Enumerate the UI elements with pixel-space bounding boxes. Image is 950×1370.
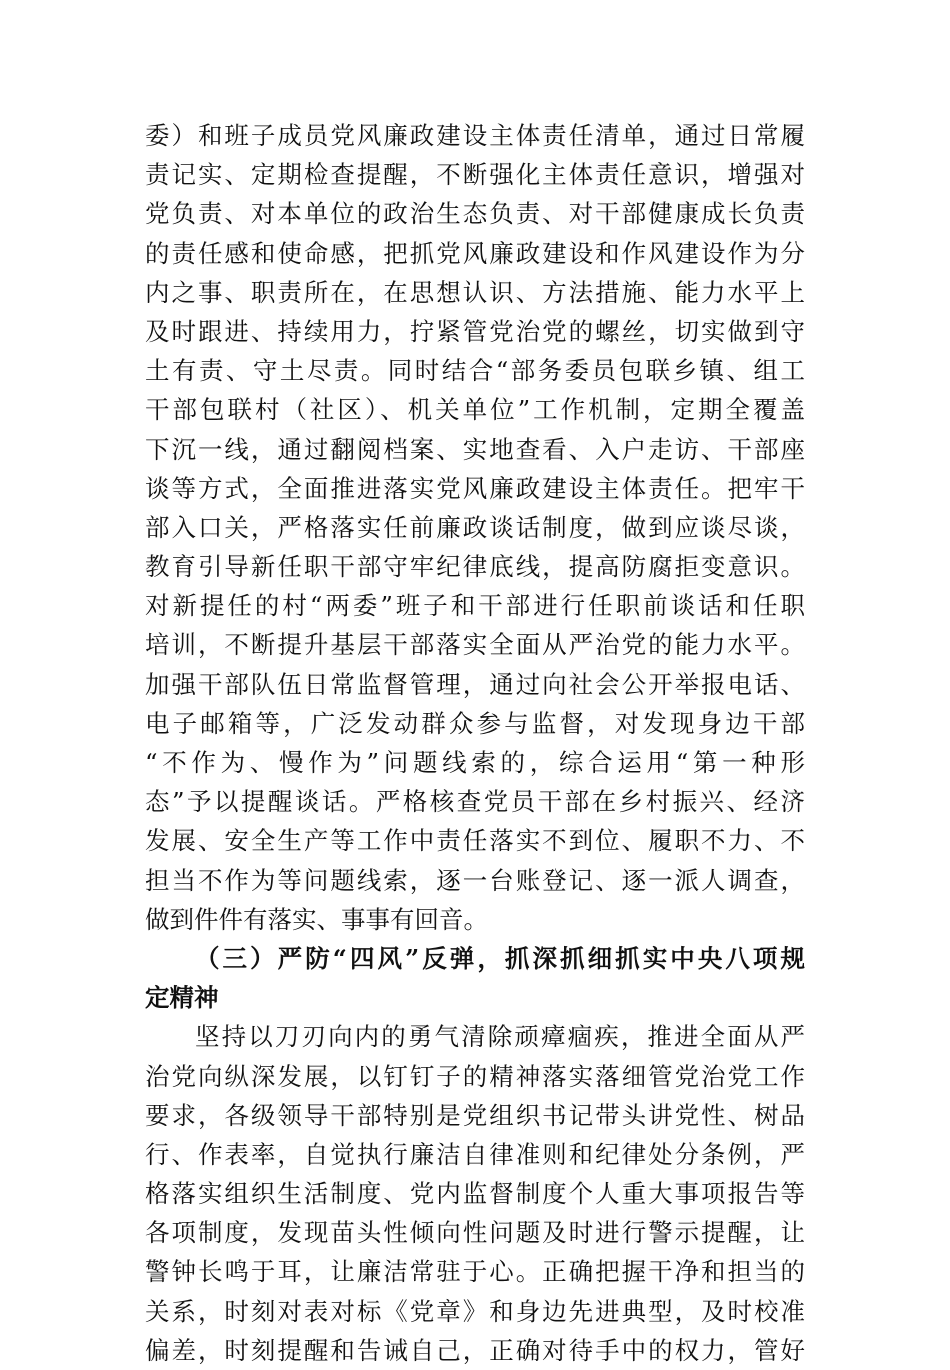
- heading-line: （三）严防“四风”反弹，抓深抓细抓实中央八项规: [195, 943, 805, 973]
- text-line: 内之事、职责所在，在思想认识、方法措施、能力水平上: [145, 277, 805, 307]
- text-line: 加强干部队伍日常监督管理，通过向社会公开举报电话、: [145, 669, 805, 699]
- text-line: 谈等方式，全面推进落实党风廉政建设主体责任。把牢干: [145, 473, 805, 503]
- text-line: 各项制度，发现苗头性倾向性问题及时进行警示提醒，让: [145, 1218, 805, 1248]
- text-line: 教育引导新任职干部守牢纪律底线，提高防腐拒变意识。: [145, 552, 805, 582]
- text-line: 党负责、对本单位的政治生态负责、对干部健康成长负责: [145, 199, 805, 229]
- section-heading: [145, 939, 805, 1017]
- text-line: 下沉一线，通过翻阅档案、实地查看、入户走访、干部座: [145, 434, 805, 464]
- text-line: 发展、安全生产等工作中责任落实不到位、履职不力、不: [145, 826, 805, 856]
- text-line: 治党向纵深发展，以钉钉子的精神落实落细管党治党工作: [145, 1061, 805, 1091]
- text-line: 干部包联村（社区）、机关单位”工作机制，定期全覆盖: [145, 395, 805, 425]
- text-line: 要求，各级领导干部特别是党组织书记带头讲党性、树品: [145, 1100, 805, 1130]
- text-line: 责记实、定期检查提醒，不断强化主体责任意识，增强对: [145, 160, 805, 190]
- text-line: 及时跟进、持续用力，拧紧管党治党的螺丝，切实做到守: [145, 316, 805, 346]
- text-line: 培训，不断提升基层干部落实全面从严治党的能力水平。: [145, 630, 805, 660]
- text-line: 偏差，时刻提醒和告诫自己，正确对待手中的权力，管好: [145, 1335, 805, 1365]
- text-line: “不作为、慢作为”问题线索的，综合运用“第一种形: [145, 748, 805, 777]
- text-line: 警钟长鸣于耳，让廉洁常驻于心。正确把握干净和担当的: [145, 1257, 805, 1287]
- document-body: [145, 116, 805, 1370]
- paragraph-four-winds: [145, 1017, 805, 1370]
- text-line: 行、作表率，自觉执行廉洁自律准则和纪律处分条例，严: [145, 1139, 805, 1169]
- text-line: 部入口关，严格落实任前廉政谈话制度，做到应谈尽谈，: [145, 512, 805, 542]
- text-line: 电子邮箱等，广泛发动群众参与监督，对发现身边干部: [145, 708, 805, 738]
- text-line: 土有责、守土尽责。同时结合“部务委员包联乡镇、组工: [145, 356, 805, 386]
- heading-line: 定精神: [145, 983, 219, 1013]
- text-line: 对新提任的村“两委”班子和干部进行任职前谈话和任职: [145, 591, 805, 621]
- text-line: 格落实组织生活制度、党内监督制度个人重大事项报告等: [145, 1179, 805, 1209]
- paragraph-responsibility: [145, 116, 805, 939]
- text-line: 态”予以提醒谈话。严格核查党员干部在乡村振兴、经济: [145, 787, 805, 817]
- text-line: 坚持以刀刃向内的勇气清除顽瘴痼疾，推进全面从严: [195, 1022, 805, 1052]
- text-line: 委）和班子成员党风廉政建设主体责任清单，通过日常履: [145, 121, 805, 150]
- text-line: 做到件件有落实、事事有回音。: [145, 904, 488, 934]
- text-line: 担当不作为等问题线索，逐一台账登记、逐一派人调查，: [145, 865, 805, 895]
- text-line: 的责任感和使命感，把抓党风廉政建设和作风建设作为分: [145, 238, 805, 268]
- text-line: 关系，时刻对表对标《党章》和身边先进典型，及时校准: [145, 1296, 805, 1326]
